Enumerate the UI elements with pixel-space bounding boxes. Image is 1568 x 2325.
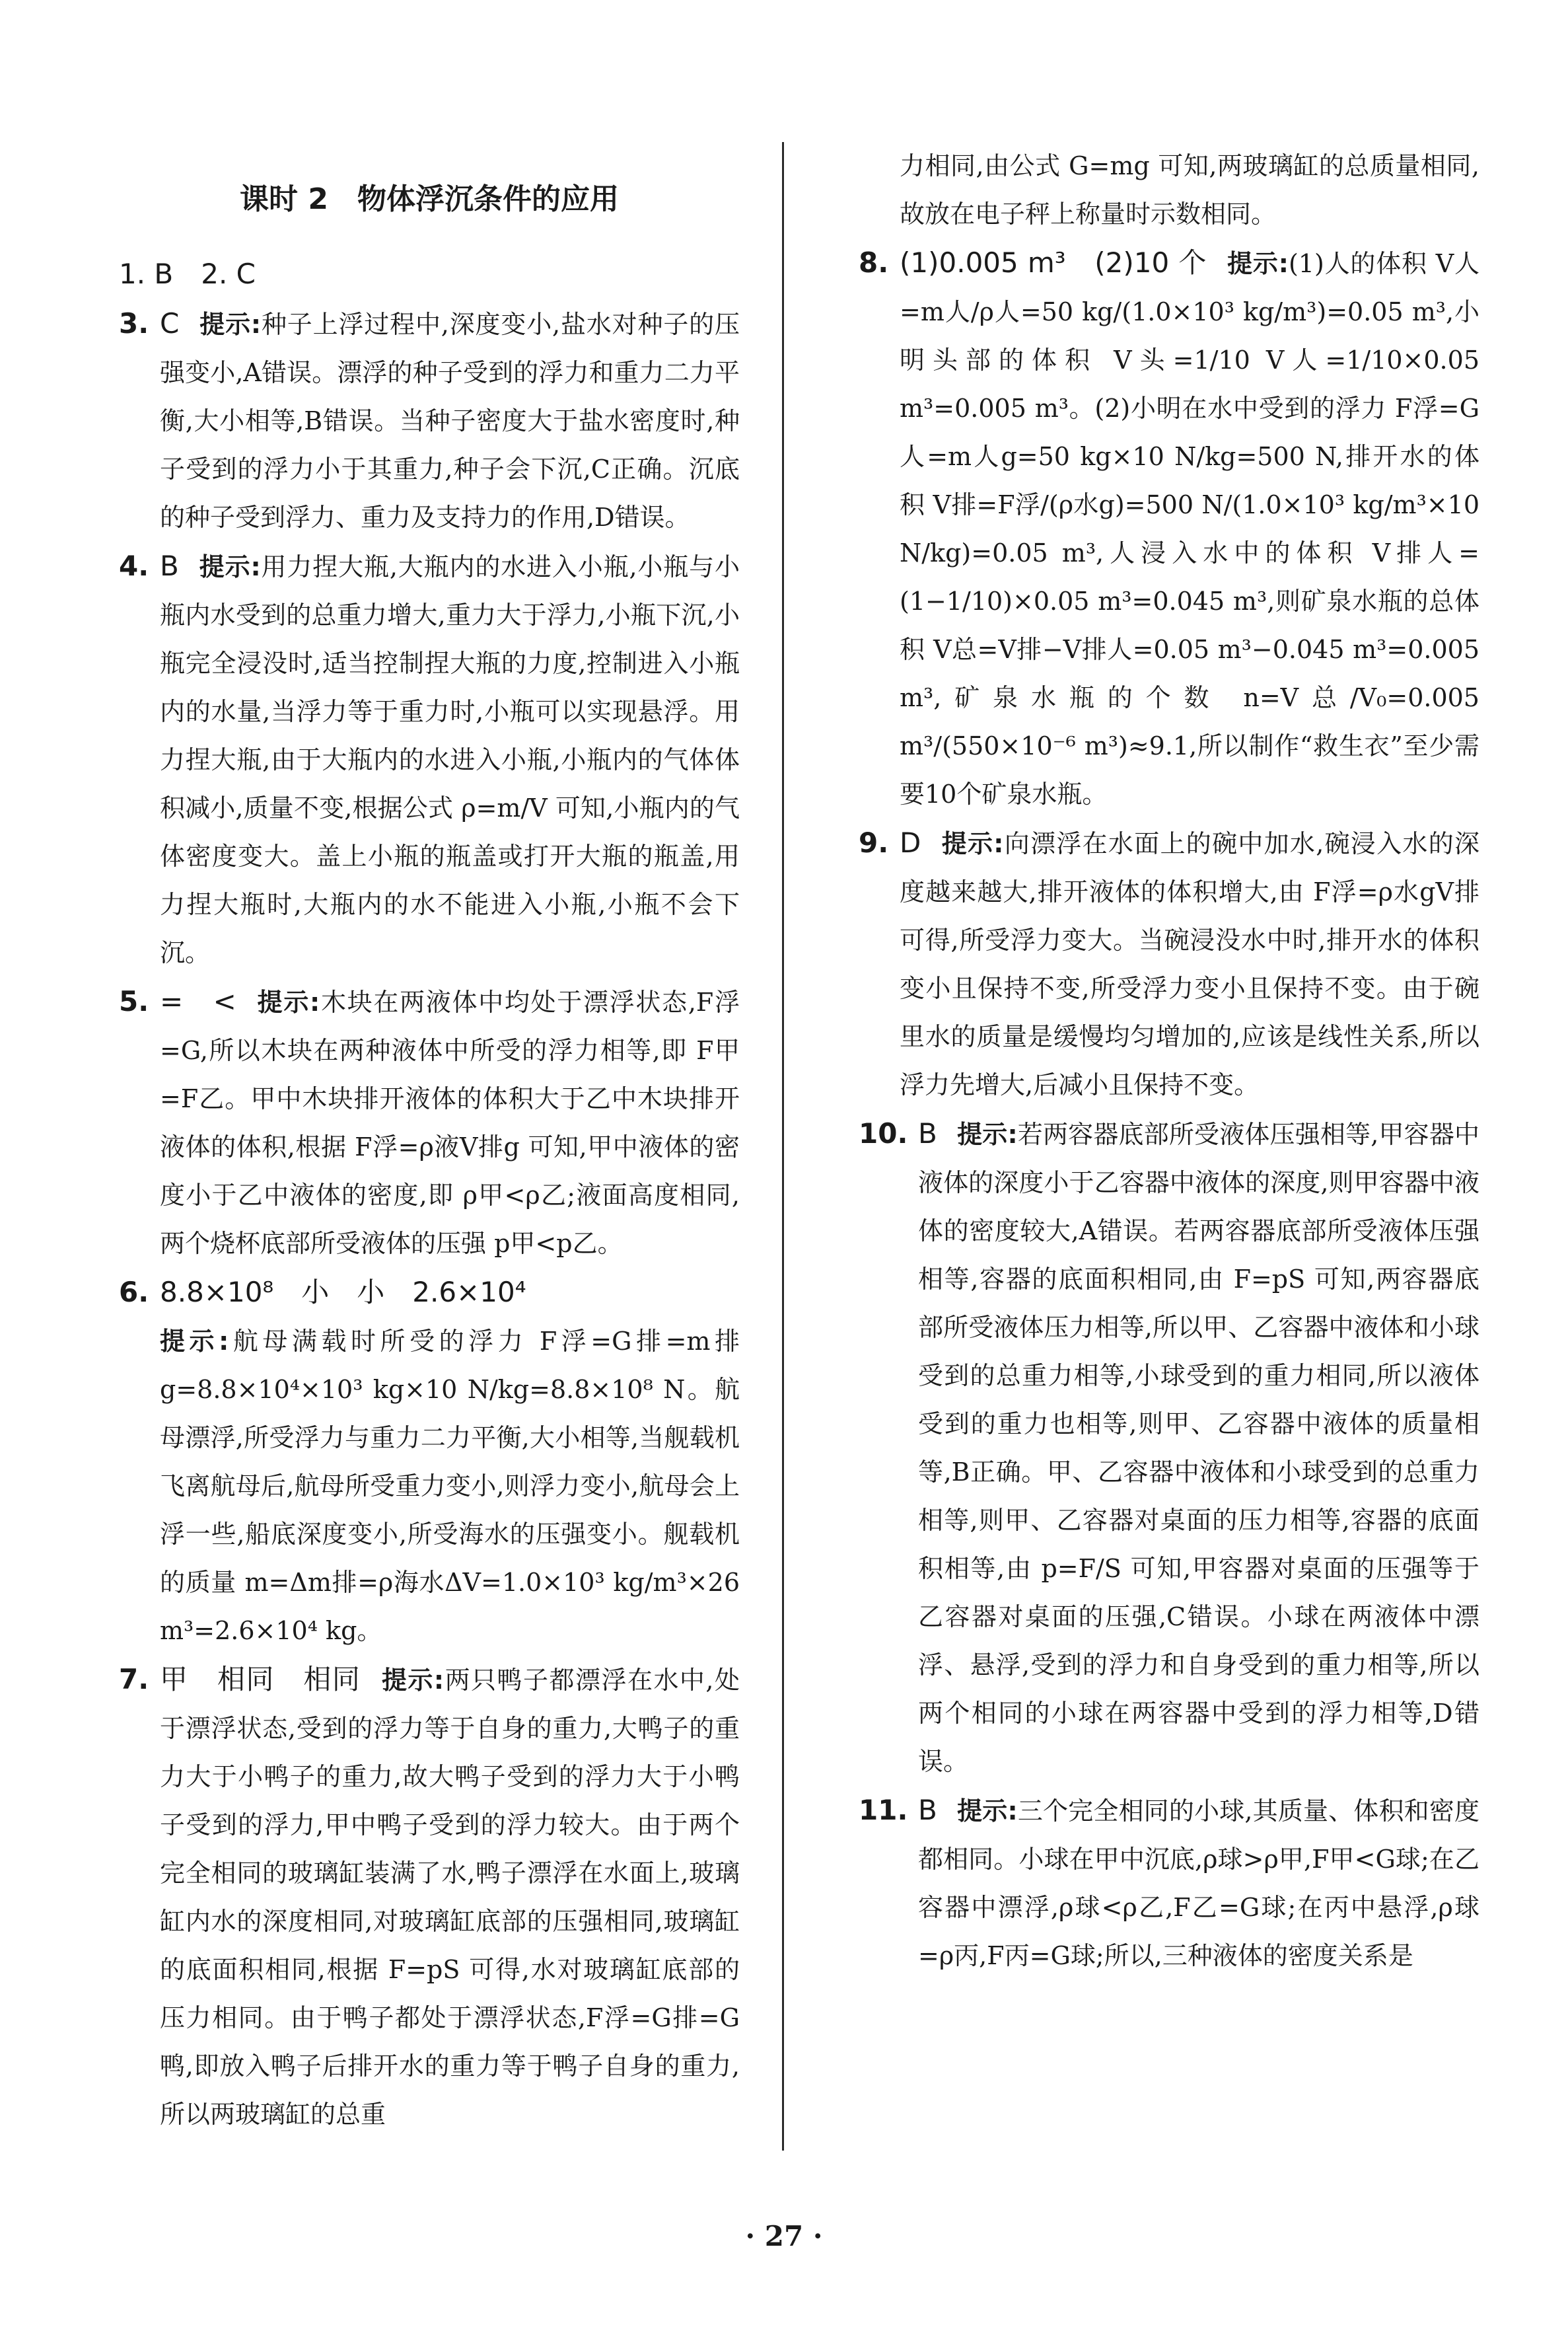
hint-label: 提示:: [160, 1327, 229, 1356]
hint-label: 提示:: [199, 310, 262, 339]
hint-label: 提示:: [941, 829, 1004, 858]
hint-text: 三个完全相同的小球,其质量、体积和密度都相同。小球在甲中沉底,ρ球>ρ甲,F甲<G球;在乙容器中漂浮,ρ球<ρ乙,F乙=G球;在丙中悬浮,ρ球=ρ丙,F丙=G球;所以,三种液体的密度关系是: [918, 1796, 1479, 1970]
answer: B: [160, 550, 179, 582]
question-number: 9.: [859, 827, 889, 859]
left-column: [119, 149, 740, 2139]
answer-1-2-text: 1. B 2. C: [119, 258, 256, 290]
hint-label: 提示:: [257, 988, 320, 1017]
question-number: 5.: [119, 985, 149, 1017]
question-number: 4.: [119, 550, 149, 582]
lesson-title: 课时 2 物体浮沉条件的应用: [240, 182, 619, 216]
answer: B: [918, 1794, 937, 1826]
answer: 8.8×10⁸ 小 小 2.6×10⁴: [160, 1276, 526, 1308]
question-10: [859, 1109, 1479, 1786]
hint-text: 若两容器底部所受液体压强相等,甲容器中液体的深度小于乙容器中液体的深度,则甲容器中液体的密度较大,A错误。若两容器底部所受液体压强相等,容器的底面积相同,由 F=pS 可知,两容器底部所受液体压力相等,所以甲、乙容器中液体和小球受到的总重力相等,小球受到的重力相同,所以液体受到的重力也相等,则甲、乙容器中液体的质量相等,B正确。甲、乙容器中液体和小球受到的总重力相等,则甲、乙容器对桌面的压力相等,容器的底面积相等,由 p=F/S 可知,甲容器对桌面的压强等于乙容器对桌面的压强,C错误。小球在两液体中漂浮、悬浮,受到的浮力和自身受到的重力相等,所以两个相同的小球在两容器中受到的浮力相等,D错误。: [918, 1120, 1479, 1776]
question-3: [119, 299, 740, 542]
answer: 甲 相同 相同: [160, 1663, 361, 1695]
question-9: [859, 819, 1479, 1109]
question-number: 6.: [119, 1276, 149, 1308]
answer: C: [160, 307, 180, 340]
question-6: [119, 1268, 740, 1655]
hint-text: 向漂浮在水面上的碗中加水,碗浸入水的深度越来越大,排开液体的体积增大,由 F浮=ρ水gV排 可得,所受浮力变大。当碗浸没水中时,排开水的体积变小且保持不变,所受浮力变小且保持不变。由于碗里水的质量是缓慢均匀增加的,应该是线性关系,所以浮力先增大,后减小且保持不变。: [900, 829, 1479, 1099]
question-4: [119, 542, 740, 977]
question-number: 10.: [859, 1117, 908, 1150]
hint-label: 提示:: [957, 1796, 1018, 1826]
hint-text: 种子上浮过程中,深度变小,盐水对种子的压强变小,A错误。漂浮的种子受到的浮力和重力二力平衡,大小相等,B错误。当种子密度大于盐水密度时,种子受到的浮力小于其重力,种子会下沉,C正确。沉底的种子受到浮力、重力及支持力的作用,D错误。: [160, 310, 740, 532]
question-7: [119, 1655, 740, 2139]
question-number: 3.: [119, 307, 149, 340]
hint-label: 提示:: [381, 1666, 445, 1695]
question-number: 7.: [119, 1663, 149, 1695]
hint-text: 木块在两液体中均处于漂浮状态,F浮=G,所以木块在两种液体中所受的浮力相等,即 F甲=F乙。甲中木块排开液体的体积大于乙中木块排开液体的体积,根据 F浮=ρ液V排g 可知,甲中液体的密度小于乙中液体的密度,即 ρ甲<ρ乙;液面高度相同,两个烧杯底部所受液体的压强 p甲<p乙。: [160, 988, 740, 1258]
answer: = <: [160, 985, 236, 1017]
answer: B: [918, 1117, 937, 1150]
question-11: [859, 1786, 1479, 1980]
hint-label: 提示:: [957, 1120, 1018, 1149]
question-number: 8.: [859, 246, 889, 279]
hint-label: 提示:: [1227, 249, 1289, 278]
hint-text: 航母满载时所受的浮力 F浮=G排=m排g=8.8×10⁴×10³ kg×10 N/kg=8.8×10⁸ N。航母漂浮,所受浮力与重力二力平衡,大小相等,当舰载机飞离航母后,航母所受重力变小,则浮力变小,航母会上浮一些,船底深度变小,所受海水的压强变小。舰载机的质量 m=Δm排=ρ海水ΔV=1.0×10³ kg/m³×26 m³=2.6×10⁴ kg。: [160, 1327, 740, 1645]
question-7-continued: [859, 142, 1479, 239]
hint-text: 两只鸭子都漂浮在水中,处于漂浮状态,受到的浮力等于自身的重力,大鸭子的重力大于小鸭子的重力,故大鸭子受到的浮力大于小鸭子受到的浮力,甲中鸭子受到的浮力较大。由于两个完全相同的玻璃缸装满了水,鸭子漂浮在水面上,玻璃缸内水的深度相同,对玻璃缸底部的压强相同,玻璃缸的底面积相同,根据 F=pS 可得,水对玻璃缸底部的压力相同。由于鸭子都处于漂浮状态,F浮=G排=G鸭,即放入鸭子后排开水的重力等于鸭子自身的重力,所以两玻璃缸的总重: [160, 1666, 740, 2129]
question-5: [119, 977, 740, 1268]
column-divider: [782, 142, 784, 2151]
page-number: · 27 ·: [745, 2220, 823, 2252]
answer-1-2: [119, 250, 740, 299]
hint-text: 力相同,由公式 G=mg 可知,两玻璃缸的总质量相同,故放在电子秤上称量时示数相同。: [900, 151, 1479, 229]
answer: D: [900, 827, 921, 859]
right-column: [859, 142, 1479, 1980]
hint-text: (1)人的体积 V人=m人/ρ人=50 kg/(1.0×10³ kg/m³)=0.05 m³,小明头部的体积 V头=1/10 V人=1/10×0.05 m³=0.005 m³。(2)小明在水中受到的浮力 F浮=G人=m人g=50 kg×10 N/kg=500 N,排开水的体积 V排=F浮/(ρ水g)=500 N/(1.0×10³ kg/m³×10 N/kg)=0.05 m³,人浸入水中的体积 V排人=(1−1/10)×0.05 m³=0.045 m³,则矿泉水瓶的总体积 V总=V排−V排人=0.05 m³−0.045 m³=0.005 m³,矿泉水瓶的个数 n=V总/V₀=0.005 m³/(550×10⁻⁶ m³)≈9.1,所以制作“救生衣”至少需要10个矿泉水瓶。: [900, 249, 1479, 809]
question-number: 11.: [859, 1794, 908, 1826]
question-8: [859, 239, 1479, 819]
answer: (1)0.005 m³ (2)10 个: [900, 246, 1207, 279]
hint-label: 提示:: [199, 552, 261, 581]
hint-text: 用力捏大瓶,大瓶内的水进入小瓶,小瓶与小瓶内水受到的总重力增大,重力大于浮力,小瓶下沉,小瓶完全浸没时,适当控制捏大瓶的力度,控制进入小瓶内的水量,当浮力等于重力时,小瓶可以实现悬浮。用力捏大瓶,由于大瓶内的水进入小瓶,小瓶内的气体体积减小,质量不变,根据公式 ρ=m/V 可知,小瓶内的气体密度变大。盖上小瓶的瓶盖或打开大瓶的瓶盖,用力捏大瓶时,大瓶内的水不能进入小瓶,小瓶不会下沉。: [160, 552, 740, 967]
